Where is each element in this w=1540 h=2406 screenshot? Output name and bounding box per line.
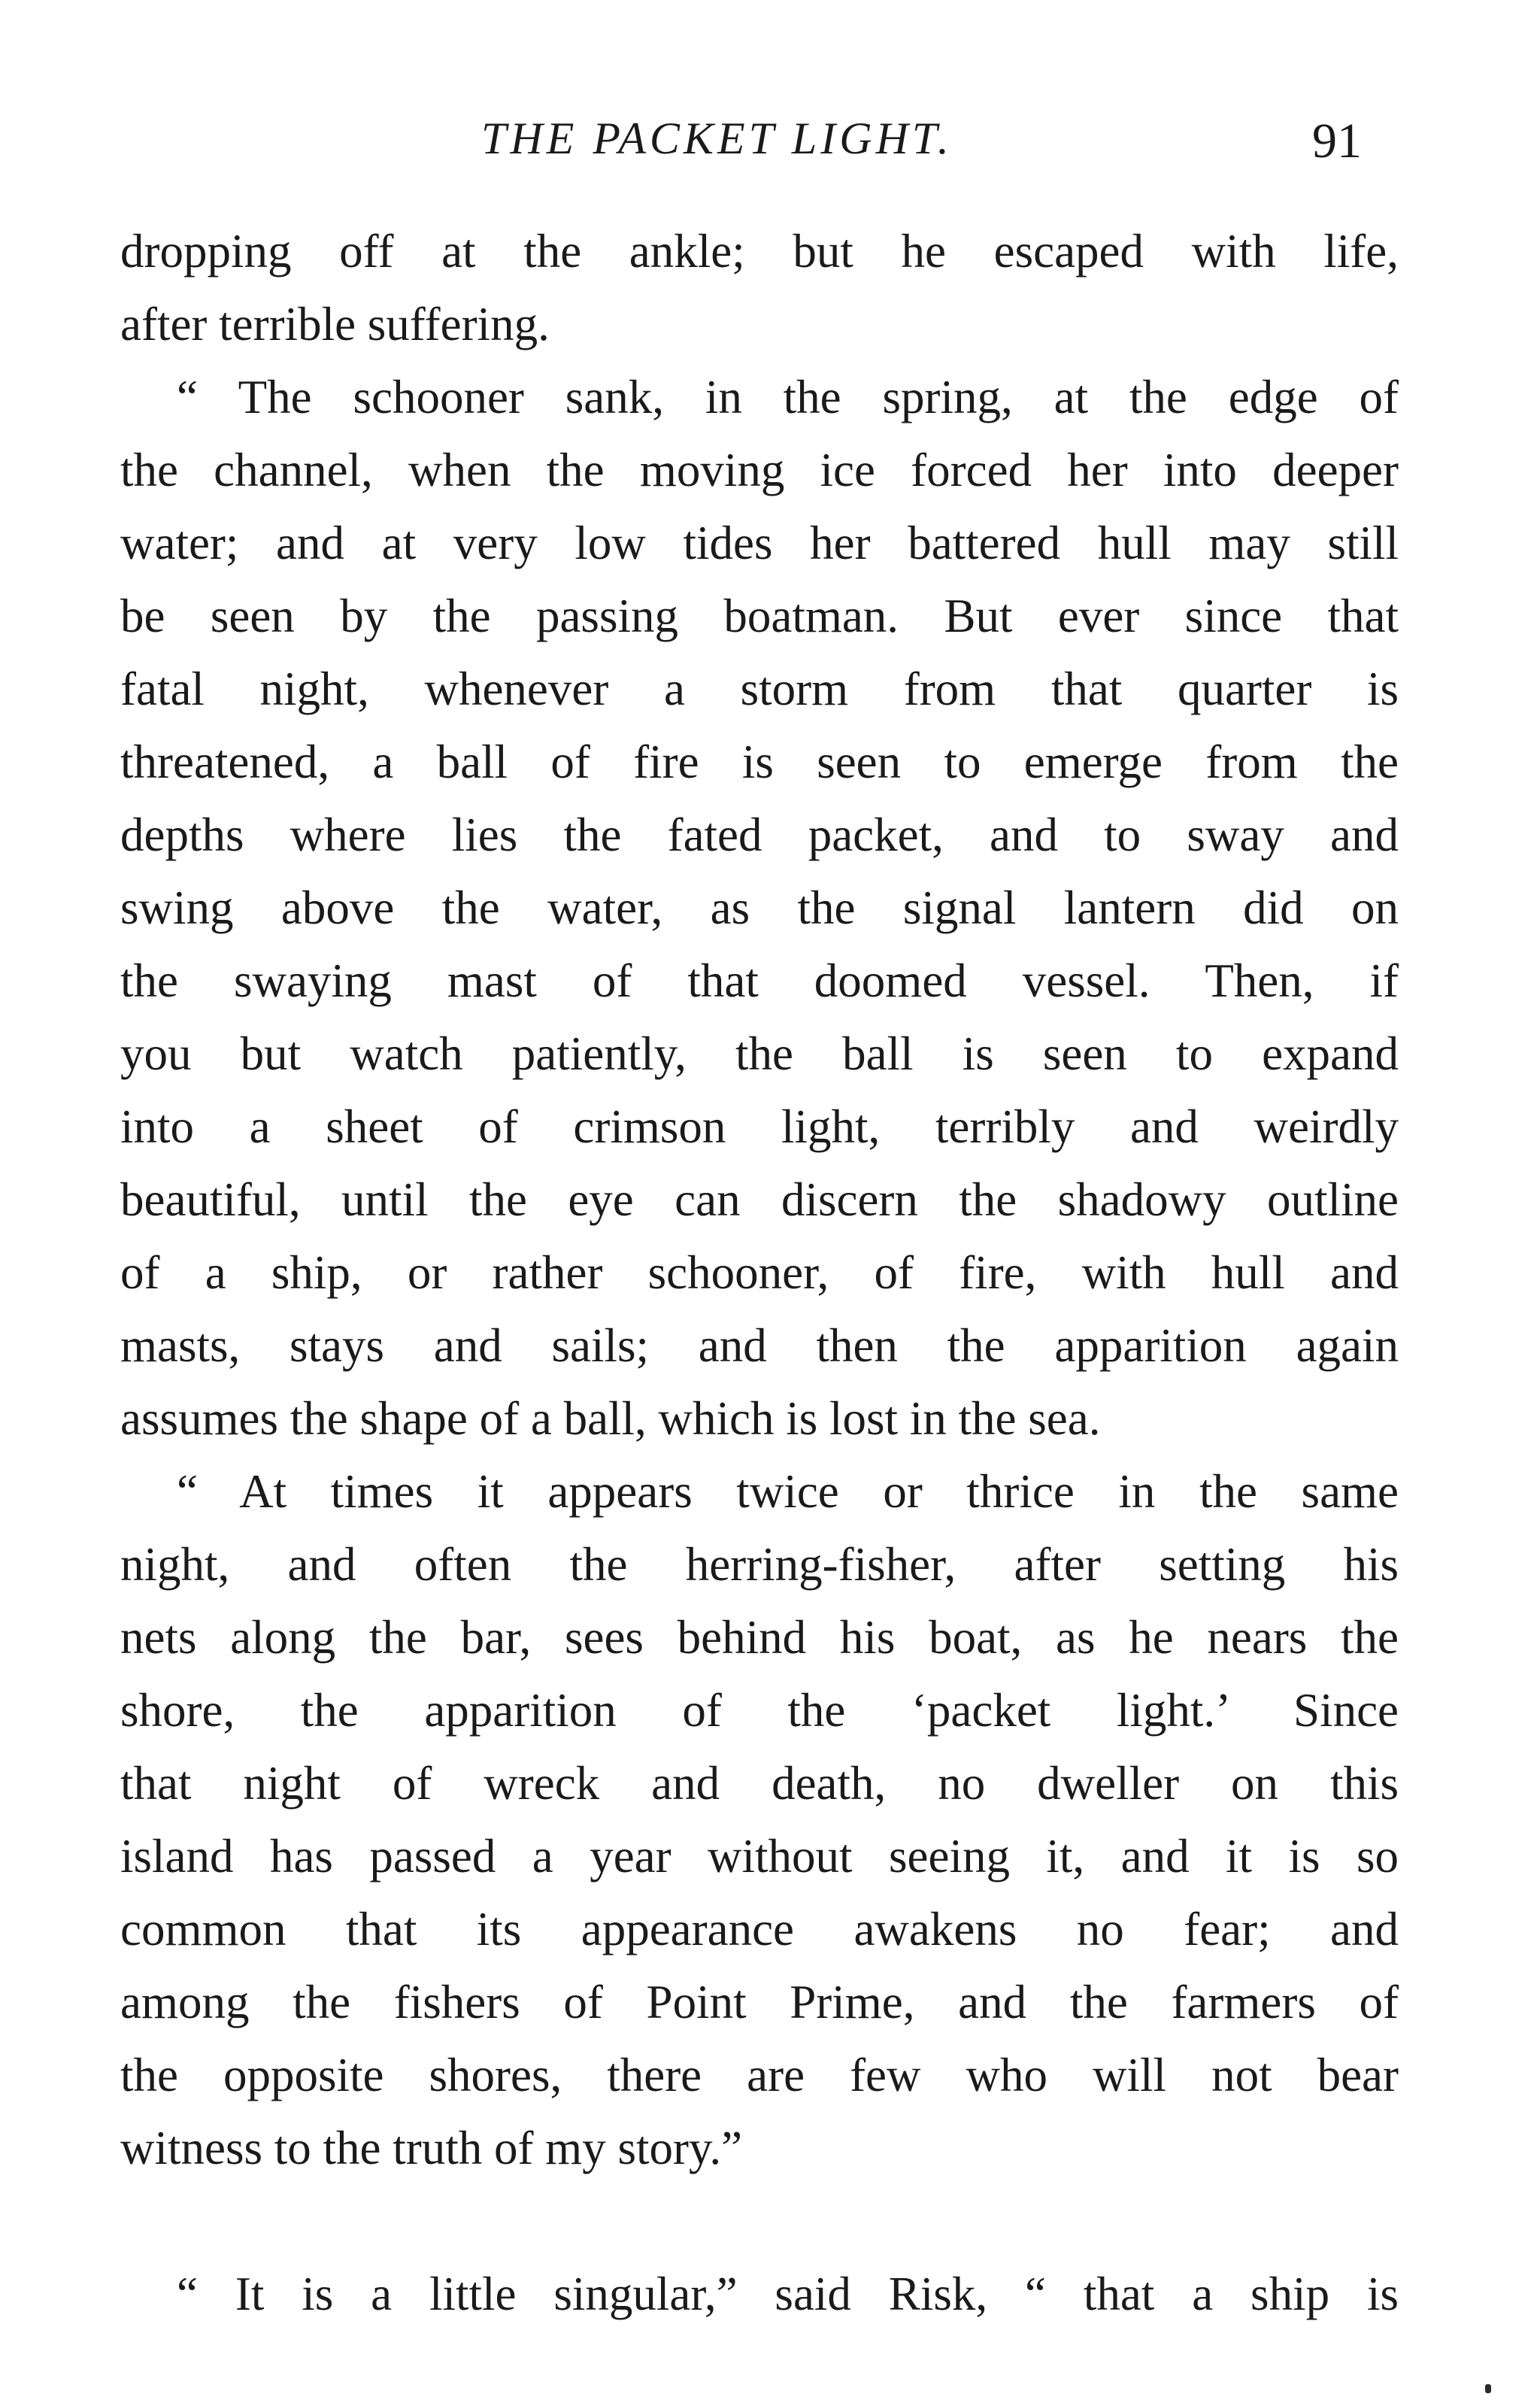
text-line: common that its appearance awakens no fear; and [120, 1903, 1399, 1955]
text-line: among the fishers of Point Prime, and the farmers of [120, 1976, 1399, 2028]
text-line: masts, stays and sails; and then the apparition again [120, 1319, 1399, 1372]
text-line: that night of wreck and death, no dweller on this [120, 1757, 1399, 1810]
running-head-title: THE PACKET LIGHT. [481, 114, 953, 163]
text-line: depths where lies the fated packet, and to sway and [120, 809, 1399, 861]
text-line: witness to the truth of my story.” [120, 2122, 743, 2174]
text-line: island has passed a year without seeing it, and it is so [120, 1830, 1399, 1883]
text-line: shore, the apparition of the ‘packet light.’ Since [120, 1684, 1399, 1737]
text-line: the channel, when the moving ice forced her into deeper [120, 444, 1399, 496]
text-line: beautiful, until the eye can discern the shadowy outline [120, 1173, 1399, 1226]
text-line: night, and often the herring-fisher, after setting his [120, 1538, 1399, 1591]
text-line: you but watch patiently, the ball is seen to expand [120, 1027, 1399, 1080]
text-line: threatened, a ball of fire is seen to emerge from the [120, 736, 1399, 788]
text-line: fatal night, whenever a storm from that quarter is [120, 663, 1399, 715]
running-head [0, 113, 1540, 181]
text-line: “ At times it appears twice or thrice in the same [177, 1465, 1399, 1518]
text-line: swing above the water, as the signal lantern did on [120, 881, 1399, 934]
text-line: assumes the shape of a ball, which is lost in the sea. [120, 1392, 1101, 1445]
text-line: “ It is a little singular,” said Risk, “ that a ship is [177, 2268, 1399, 2320]
print-speck [1485, 2384, 1491, 2393]
text-line: the swaying mast of that doomed vessel. Then, if [120, 954, 1399, 1007]
text-line: water; and at very low tides her battered hull may still [120, 517, 1399, 569]
page-number: 91 [1312, 114, 1362, 168]
text-line: dropping off at the ankle; but he escaped with life, [120, 225, 1399, 278]
text-line: the opposite shores, there are few who will not bear [120, 2049, 1399, 2101]
text-line: of a ship, or rather schooner, of fire, with hull and [120, 1246, 1399, 1299]
paragraph-gap [120, 2185, 1399, 2258]
text-line: after terrible suffering. [120, 298, 550, 350]
text-line: nets along the bar, sees behind his boat, as he nears the [120, 1611, 1399, 1664]
body-text [120, 215, 1399, 2331]
text-line: into a sheet of crimson light, terribly and weirdly [120, 1100, 1399, 1153]
text-line: be seen by the passing boatman. But ever since that [120, 590, 1399, 642]
text-line: “ The schooner sank, in the spring, at the edge of [177, 371, 1399, 423]
